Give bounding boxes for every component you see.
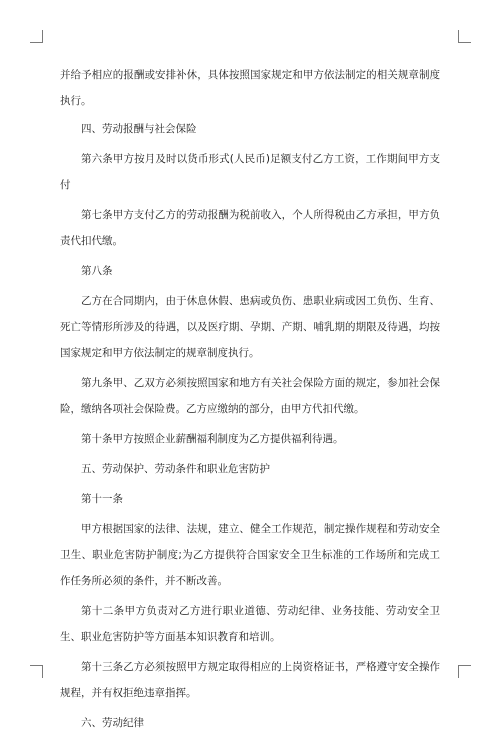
section-heading-4: 四、劳动报酬与社会保险 (81, 123, 197, 135)
article-6: 第六条甲方按月及时以货币形式(人民币)足额支付乙方工资，工作期间甲方支付 (60, 153, 440, 191)
article-9: 第九条甲、乙双方必须按照国家和地方有关社会保险方面的规定，参加社会保险，缴纳各项社会保险费。乙方应缴纳的部分，由甲方代扣代缴。 (60, 377, 440, 415)
crop-mark-top-right (458, 30, 471, 43)
crop-mark-top-left (30, 30, 43, 43)
section-heading-5: 五、劳动保护、劳动条件和职业危害防护 (81, 463, 270, 475)
article-8-body: 乙方在合同期内，由于休息休假、患病或负伤、患职业病或因工负伤、生育、死亡等情形所涉及的待遇，以及医疗期、孕期、产期、哺乳期的期限及待遇，均按国家规定和甲方依法制定的规章制度执行。 (60, 295, 440, 359)
article-10: 第十条甲方按照企业薪酬福利制度为乙方提供福利待遇。 (81, 433, 344, 445)
article-13: 第十三条乙方必须按照甲方规定取得相应的上岗资格证书，严格遵守安全操作规程，并有权拒绝违章指挥。 (60, 661, 440, 699)
article-11-heading: 第十一条 (81, 493, 123, 505)
article-12: 第十二条甲方负责对乙方进行职业道德、劳动纪律、业务技能、劳动安全卫生、职业危害防护等方面基本知识教育和培训。 (60, 605, 440, 643)
article-11-body: 甲方根据国家的法律、法规，建立、健全工作规范，制定操作规程和劳动安全卫生、职业危害防护制度;为乙方提供符合国家安全卫生标准的工作场所和完成工作任务所必须的条件，并不断改善。 (60, 523, 440, 587)
section-heading-6: 六、劳动纪律 (81, 717, 144, 729)
document-body (60, 62, 440, 740)
article-7: 第七条甲方支付乙方的劳动报酬为税前收入，个人所得税由乙方承担，甲方负责代扣代缴。 (60, 209, 440, 247)
crop-mark-bottom-right (458, 665, 471, 678)
article-8-heading: 第八条 (81, 265, 113, 277)
paragraph-continuation: 并给予相应的报酬或安排补休，具体按照国家规定和甲方依法制定的相关规章制度执行。 (60, 69, 440, 107)
crop-mark-bottom-left (30, 665, 43, 678)
